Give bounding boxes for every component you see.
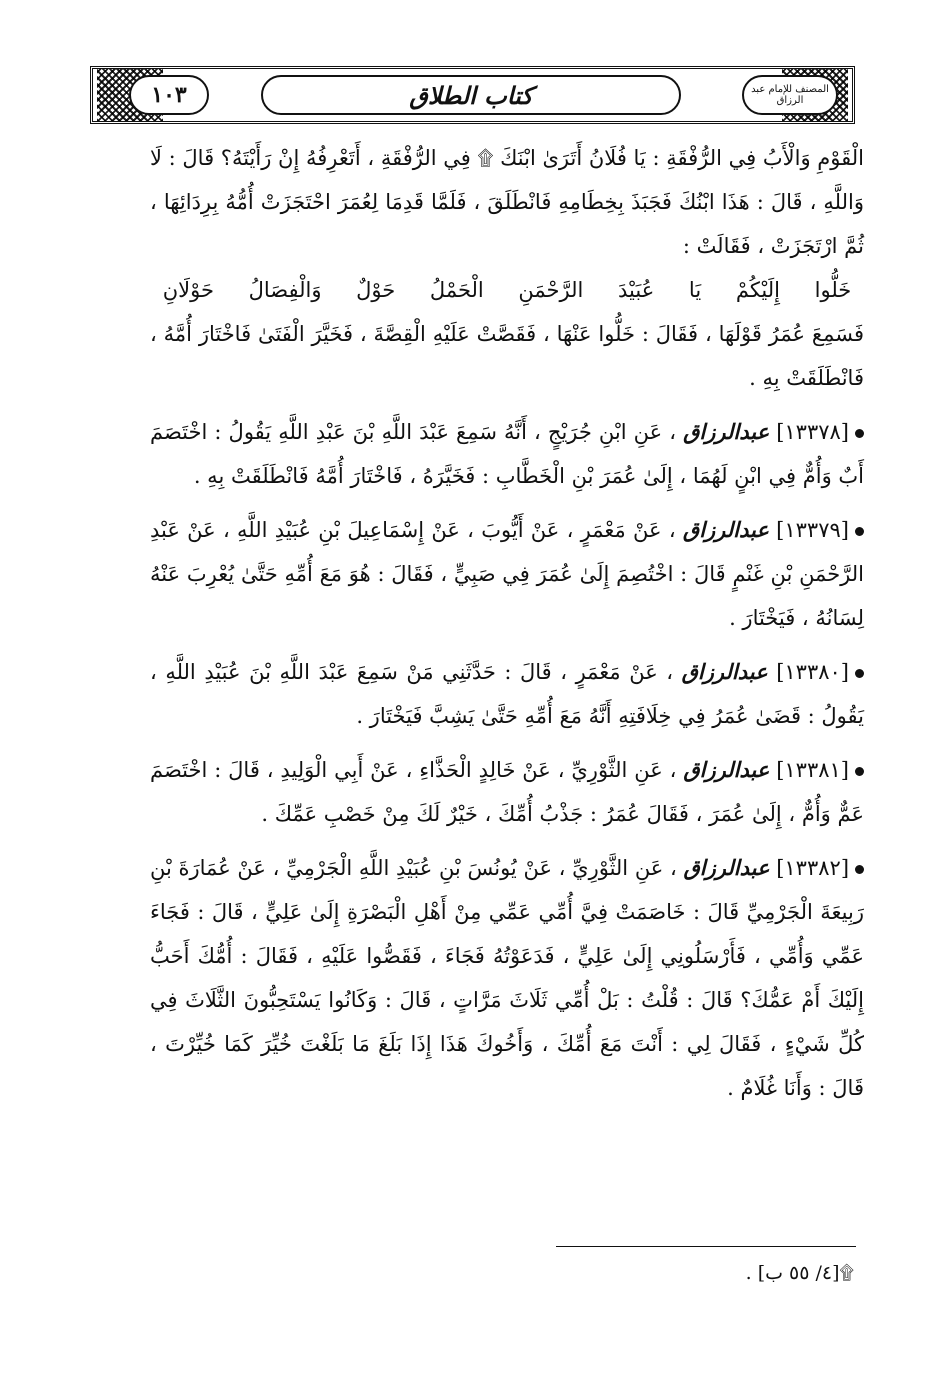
hadith-text: ، عَنْ مَعْمَرٍ ، قَالَ : حَدَّثَنِي مَنْ سَمِعَ عَبْدَ اللَّهِ بْنَ عُبَيْدِ اللَّهِ ، يَقُولُ : قَضَىٰ عُمَرُ فِي خِلَافَتِهِ أَنَّهُ مَعَ أُمِّهِ حَتَّىٰ يَشِبَّ فَيَخْتَارَ .	[150, 660, 864, 728]
footnote-divider	[556, 1246, 856, 1247]
bullet-icon	[855, 767, 864, 776]
hadith-number: [١٣٣٧٨]	[776, 420, 849, 444]
page-number: ١٠٣	[129, 75, 209, 115]
chapter-title: كتاب الطلاق	[261, 75, 681, 115]
bullet-icon	[855, 527, 864, 536]
hadith-entry	[150, 410, 864, 498]
hadith-author: عبدالرزاق	[683, 855, 770, 880]
bullet-icon	[855, 669, 864, 678]
hadith-author: عبدالرزاق	[683, 419, 770, 444]
hadith-number: [١٣٣٨٠]	[776, 660, 849, 684]
hadith-text: ، عَنِ ابْنِ جُرَيْجٍ ، أَنَّهُ سَمِعَ عَبْدَ اللَّهِ بْنَ عَبْدِ اللَّهِ يَقُولُ : اخْتَصَمَ أَبٌ وَأُمٌّ فِي ابْنٍ لَهُمَا ، إِلَىٰ عُمَرَ بْنِ الْخَطَّابِ : فَخَيَّرَهُ ، فَاخْتَارَ أُمَّهُ فَانْطَلَقَتْ بِهِ .	[150, 420, 864, 488]
poetry-verse: خَلُّوا إِلَيْكُمْ يَا عُبَيْدَ الرَّحْمَنِ الْحَمْلُ حَوْلٌ وَالْفِصَالُ حَوْلَانِ	[162, 278, 852, 302]
book-logo: المصنف للإمام عبد الرزاق	[742, 75, 838, 115]
hadith-number: [١٣٣٨١]	[776, 758, 849, 782]
paragraph-continuation: الْقَوْمِ وَالْأَبُ فِي الرُّفْقَةِ : يَا فُلَانُ أَتَرَىٰ ابْنَكَ ۩ فِي الرُّفْقَةِ ، أَتَعْرِفُهُ إِنْ رَأَيْتَهُ؟ قَالَ : لَا وَاللَّهِ ، قَالَ : هَذَا ابْنُكَ فَجَبَذَ بِخِطَامِهِ فَانْطَلَقَ ، فَلَمَّا قَدِمَا لِعُمَرَ احْتَجَزَتْ أُمُّهُ بِرِدَائِهَا ، ثُمَّ ارْتَجَزَتْ ، فَقَالَتْ :	[150, 146, 864, 258]
footnote: ۩[٤/ ٥٥ ب] .	[745, 1262, 854, 1284]
hadith-author: عبدالرزاق	[682, 517, 769, 542]
hadith-entry	[150, 650, 864, 738]
main-text	[150, 136, 864, 1110]
hadith-text: ، عَنْ مَعْمَرٍ ، عَنْ أَيُّوبَ ، عَنْ إِسْمَاعِيلَ بْنِ عُبَيْدِ اللَّهِ ، عَنْ عَبْدِ الرَّحْمَنِ بْنِ غَنْمٍ قَالَ : اخْتُصِمَ إِلَىٰ عُمَرَ فِي صَبِيٍّ ، فَقَالَ : هُوَ مَعَ أُمِّهِ حَتَّىٰ يُعْرِبَ عَنْهُ لِسَانُهُ ، فَيَخْتَارَ .	[150, 518, 864, 630]
hadith-entry	[150, 508, 864, 640]
hadith-entry	[150, 846, 864, 1110]
hadith-number: [١٣٣٨٢]	[776, 856, 850, 880]
hadith-author: عبدالرزاق	[681, 659, 768, 684]
running-header	[90, 66, 855, 124]
hadith-number: [١٣٣٧٩]	[776, 518, 849, 542]
bullet-icon	[855, 865, 864, 874]
hadith-author: عبدالرزاق	[683, 757, 770, 782]
hadith-text: ، عَنِ الثَّوْرِيِّ ، عَنْ خَالِدٍ الْحَذَّاءِ ، عَنْ أَبِي الْوَلِيدِ ، قَالَ : اخْتَصَمَ عَمٌّ وَأُمٌّ ، إِلَىٰ عُمَرَ ، فَقَالَ عُمَرُ : جَذْبُ أُمِّكَ ، خَيْرٌ لَكَ مِنْ خَصْبِ عَمِّكَ .	[150, 758, 864, 826]
hadith-text: ، عَنِ الثَّوْرِيِّ ، عَنْ يُونُسَ بْنِ عُبَيْدِ اللَّهِ الْجَرْمِيِّ ، عَنْ عُمَارَةَ بْنِ رَبِيعَةَ الْجَرْمِيِّ قَالَ : خَاصَمَتْ فِيَّ أُمِّي عَمِّي مِنْ أَهْلِ الْبَصْرَةِ إِلَىٰ عَلِيٍّ ، قَالَ : فَجَاءَ عَمِّي وَأُمِّي ، فَأَرْسَلُونِي إِلَىٰ عَلِيٍّ ، فَدَعَوْتُهُ فَجَاءَ ، فَقَصُّوا عَلَيْهِ ، فَقَالَ : أُمُّكَ أَحَبُّ إِلَيْكَ أَمْ عَمُّكَ؟ قَالَ : قُلْتُ : بَلْ أُمِّي ثَلَاثَ مَرَّاتٍ ، قَالَ : وَكَانُوا يَسْتَحِبُّونَ الثَّلَاثَ فِي كُلِّ شَيْءٍ ، فَقَالَ لِي : أَنْتَ مَعَ أُمِّكَ ، وَأَخُوكَ هَذَا إِذَا بَلَغَ مَا بَلَغْتَ خُيِّرَ كَمَا خُيِّرْتَ ، قَالَ : وَأَنَا غُلَامٌ .	[150, 856, 864, 1100]
hadith-entry	[150, 748, 864, 836]
bullet-icon	[855, 429, 864, 438]
paragraph: فَسَمِعَ عُمَرُ قَوْلَهَا ، فَقَالَ : خَلُّوا عَنْهَا ، فَقَصَّتْ عَلَيْهِ الْقِصَّةَ ، فَخَيَّرَ الْفَتَىٰ فَاخْتَارَ أُمَّهُ ، فَانْطَلَقَتْ بِهِ .	[150, 322, 864, 390]
